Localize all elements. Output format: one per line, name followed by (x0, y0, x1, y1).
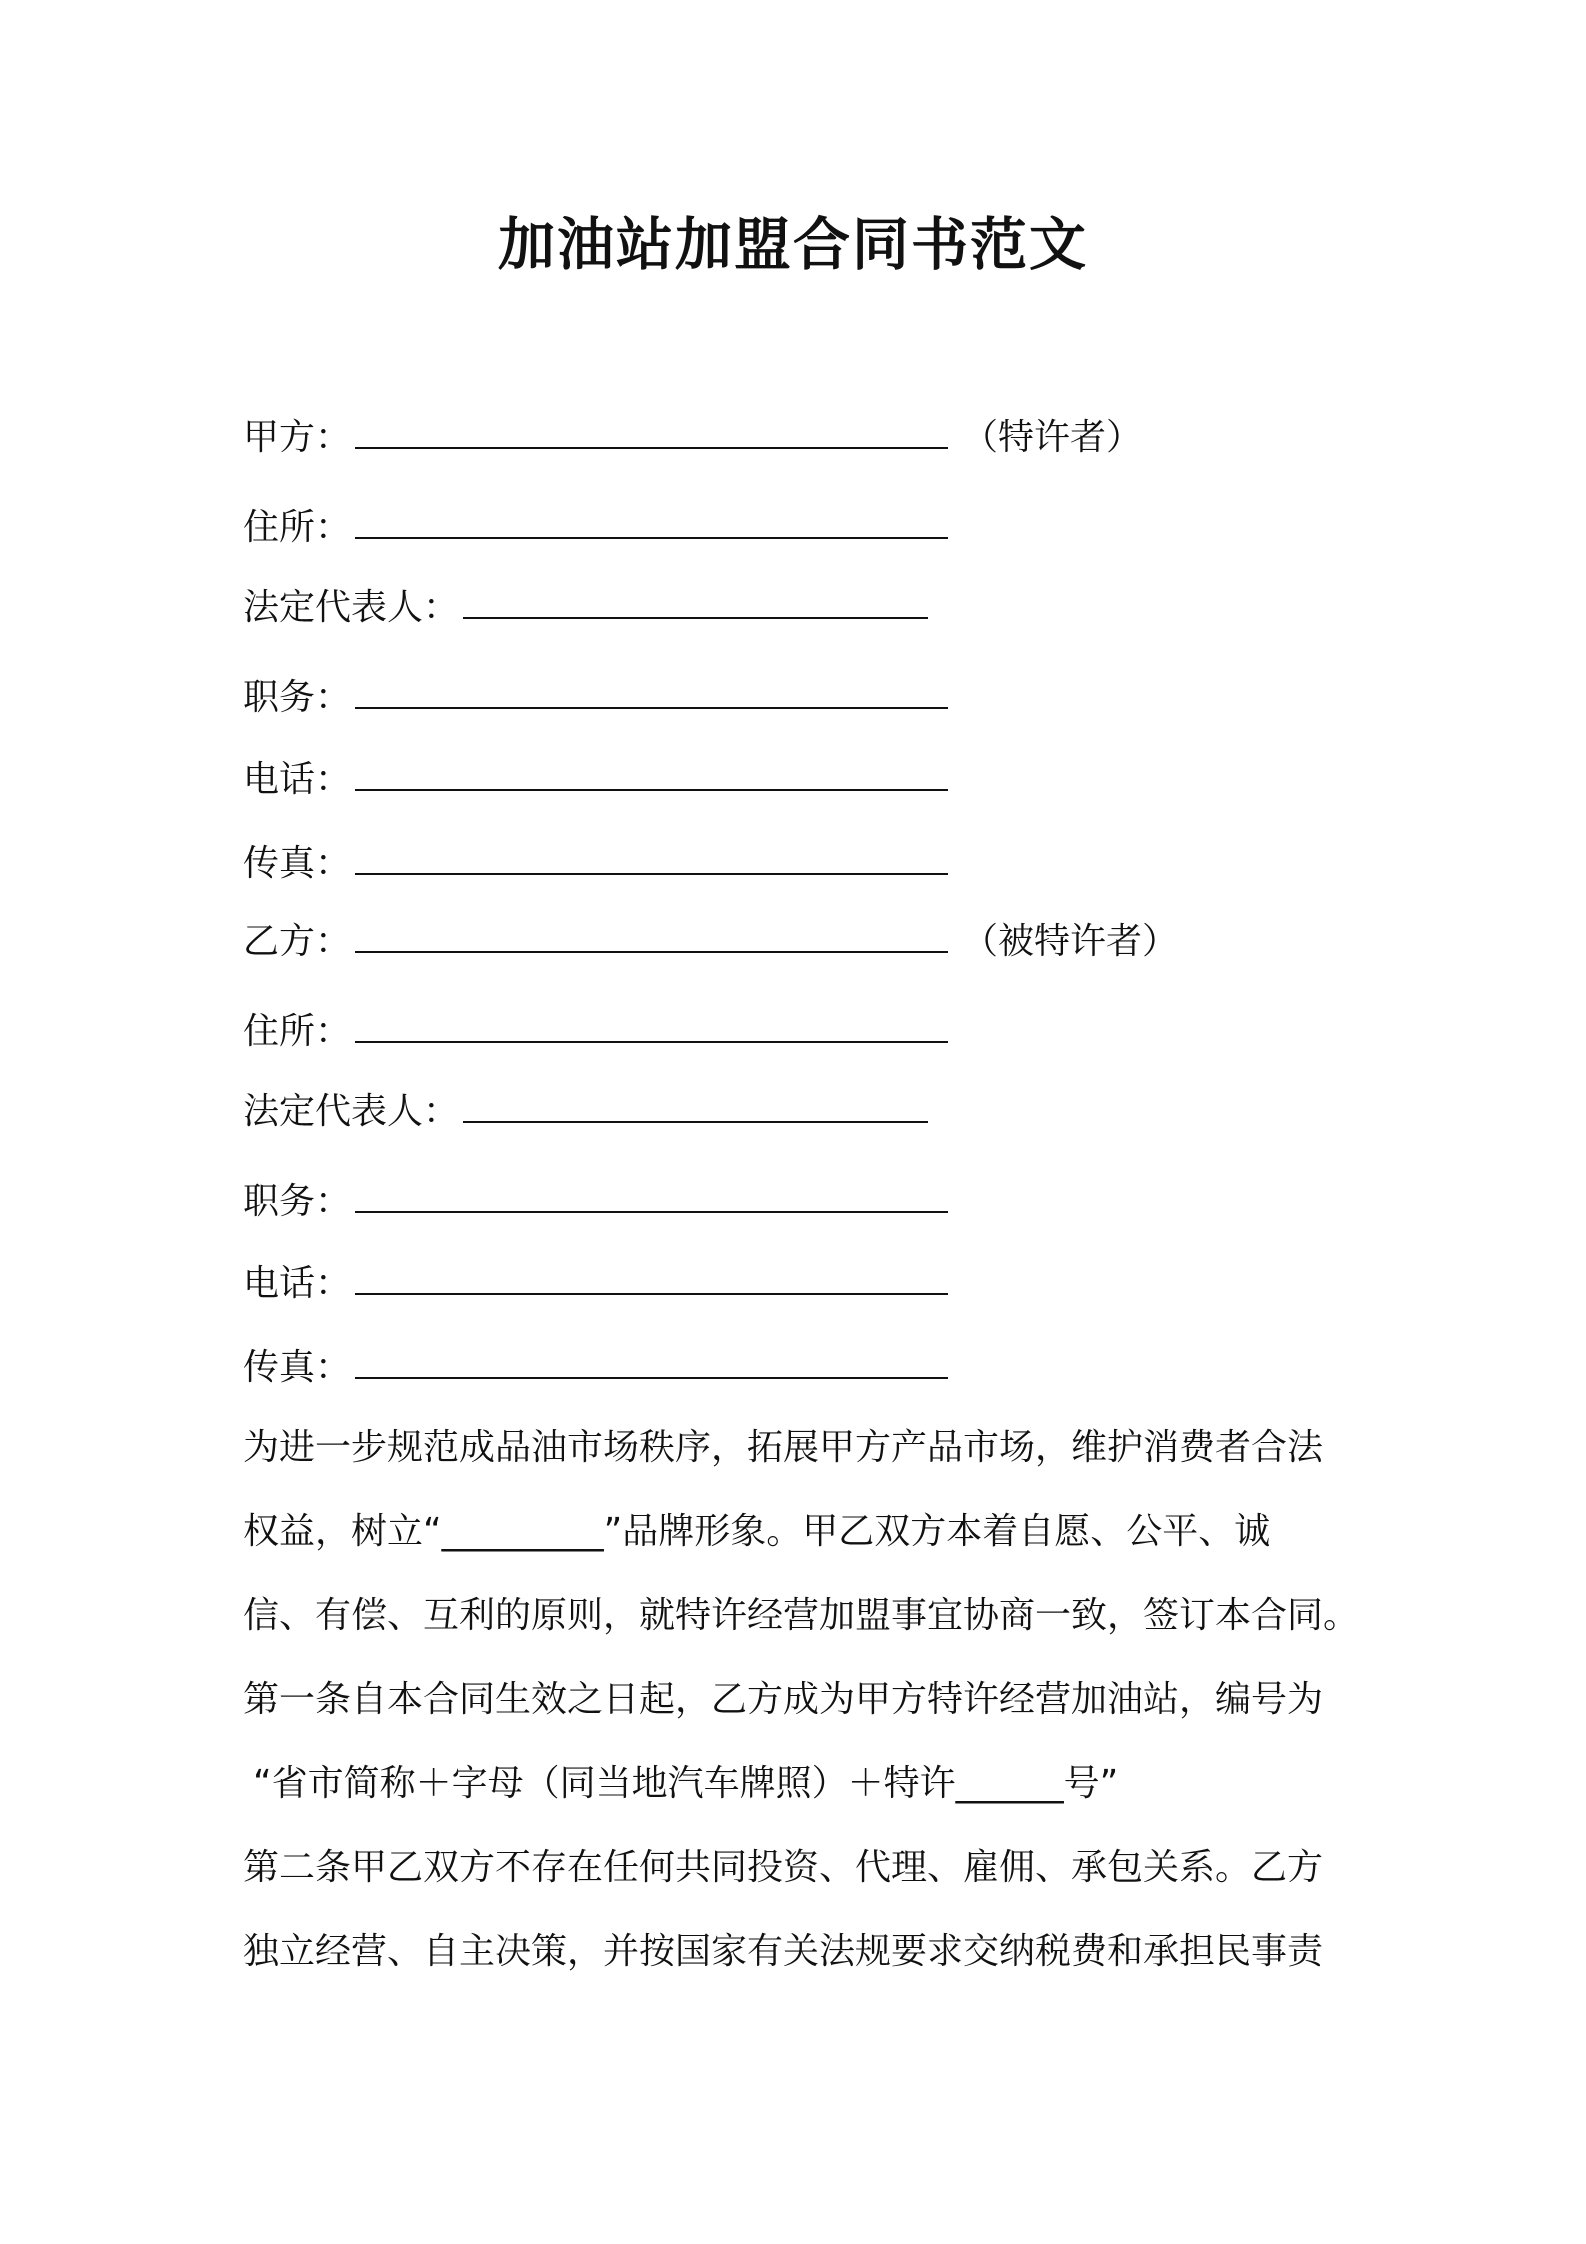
body-line: 信、有偿、互利的原则，就特许经营加盟事宜协商一致，签订本合同。 (243, 1595, 1360, 1636)
body-line: 独立经营、自主决策，并按国家有关法规要求交纳税费和承担民事责 (243, 1931, 1324, 1972)
party-b-legal-rep-blank[interactable] (463, 1087, 928, 1123)
party-a-role-suffix: （特许者） (962, 417, 1143, 458)
party-b-phone-field (243, 1259, 948, 1309)
party-b-role-suffix: （被特许者） (962, 921, 1179, 962)
party-a-fax-label: 传真： (243, 843, 352, 884)
party-b-phone-label: 电话： (243, 1263, 352, 1304)
body-line: 第一条自本合同生效之日起，乙方成为甲方特许经营加油站，编号为 (243, 1679, 1324, 1720)
body-line: 权益，树立“_________”品牌形象。甲乙双方本着自愿、公平、诚 (243, 1511, 1271, 1552)
party-b-address-label: 住所： (243, 1011, 352, 1052)
party-b-name-label: 乙方： (243, 921, 352, 962)
party-b-phone-blank[interactable] (355, 1259, 948, 1295)
party-a-position-blank[interactable] (355, 673, 948, 709)
party-b-fax-label: 传真： (243, 1347, 352, 1388)
party-b-name-field (243, 917, 1178, 967)
party-a-phone-field (243, 755, 948, 805)
party-a-legal-rep-label: 法定代表人： (243, 587, 460, 628)
party-b-legal-rep-field (243, 1087, 928, 1137)
party-a-address-label: 住所： (243, 507, 352, 548)
party-a-address-blank[interactable] (355, 503, 948, 539)
body-line: 第二条甲乙双方不存在任何共同投资、代理、雇佣、承包关系。乙方 (243, 1847, 1324, 1888)
party-b-address-blank[interactable] (355, 1007, 948, 1043)
party-a-position-field (243, 673, 948, 723)
body-line: 为进一步规范成品油市场秩序，拓展甲方产品市场，维护消费者合法 (243, 1427, 1324, 1468)
party-a-legal-rep-blank[interactable] (463, 583, 928, 619)
party-a-name-label: 甲方： (243, 417, 352, 458)
party-a-position-label: 职务： (243, 677, 352, 718)
party-b-legal-rep-label: 法定代表人： (243, 1091, 460, 1132)
party-a-address-field (243, 503, 948, 553)
party-a-name-blank[interactable] (355, 413, 948, 449)
body-line: “省市简称＋字母（同当地汽车牌照）＋特许______号” (253, 1763, 1119, 1804)
page-title: 加油站加盟合同书范文 (498, 212, 1088, 278)
party-b-address-field (243, 1007, 948, 1057)
party-a-legal-rep-field (243, 583, 928, 633)
party-a-phone-blank[interactable] (355, 755, 948, 791)
party-a-name-field (243, 413, 1142, 463)
party-a-fax-field (243, 839, 948, 889)
party-b-fax-field (243, 1343, 948, 1393)
party-b-position-field (243, 1177, 948, 1227)
party-b-position-blank[interactable] (355, 1177, 948, 1213)
party-b-position-label: 职务： (243, 1181, 352, 1222)
party-b-fax-blank[interactable] (355, 1343, 948, 1379)
party-b-name-blank[interactable] (355, 917, 948, 953)
party-a-phone-label: 电话： (243, 759, 352, 800)
party-a-fax-blank[interactable] (355, 839, 948, 875)
